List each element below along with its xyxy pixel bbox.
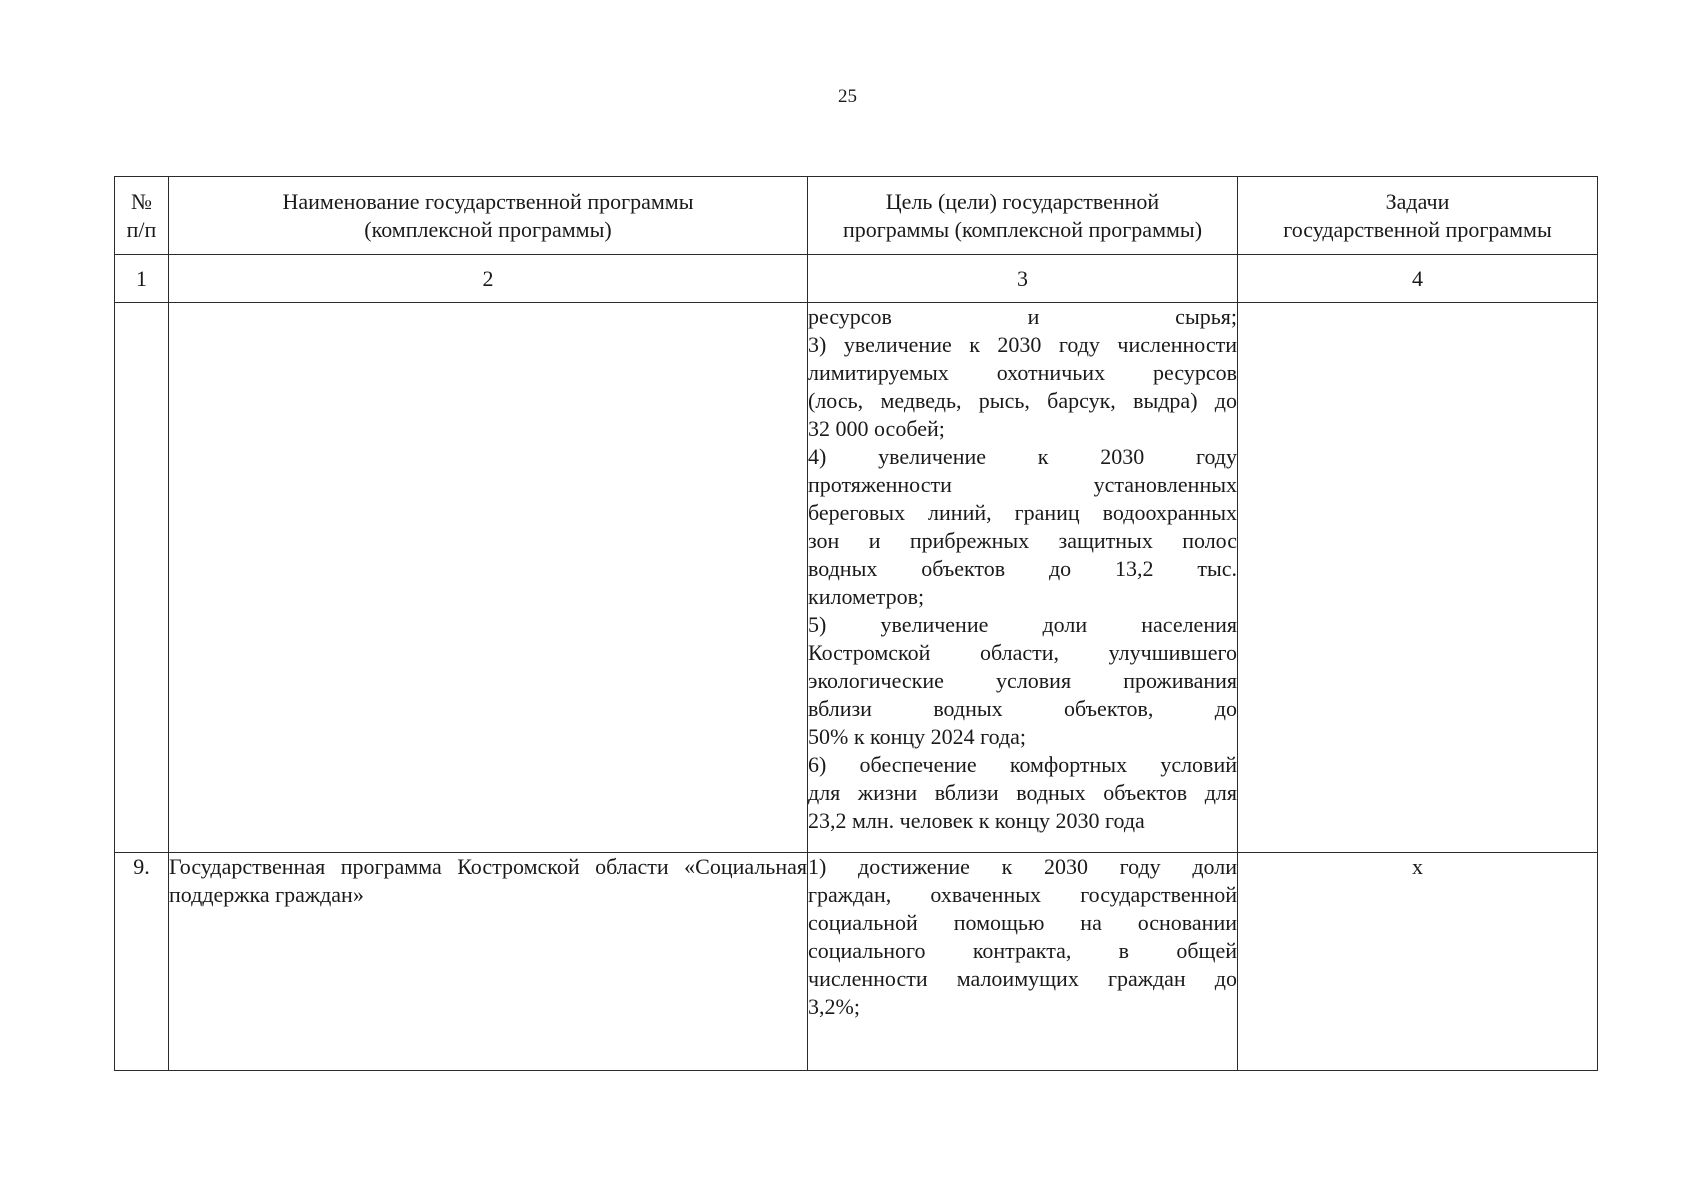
goal-line: 5) увеличение доли населения (808, 612, 1237, 637)
table-row-9 (115, 853, 1598, 1071)
header-program-name-line-1: Наименование государственной программы (282, 188, 694, 214)
goal-line: вблизи водных объектов, до (808, 696, 1237, 721)
header-program-goal (808, 177, 1238, 255)
header-program-goal-line-1: Цель (цели) государственной (885, 188, 1160, 214)
header-program-name (169, 177, 808, 255)
row-program-name: Государственная программа Костромской области «Социальная поддержка граждан» (169, 853, 808, 1071)
goal-line: 1) достижение к 2030 году доли (808, 854, 1237, 879)
row-program-name (169, 303, 808, 853)
goal-line: 3,2%; (808, 994, 860, 1019)
goal-line: экологические условия проживания (808, 668, 1237, 693)
header-program-tasks (1238, 177, 1598, 255)
programs-table (114, 176, 1598, 1071)
header-number (115, 177, 169, 255)
goal-line: (лось, медведь, рысь, барсук, выдра) до (808, 388, 1237, 413)
goal-line: граждан, охваченных государственной (808, 882, 1237, 907)
goal-line: водных объектов до 13,2 тыс. (808, 556, 1237, 581)
table-row-continued (115, 303, 1598, 853)
header-program-tasks-line-1: Задачи (1385, 188, 1450, 214)
row-program-tasks: х (1238, 853, 1598, 1071)
goal-line: береговых линий, границ водоохранных (808, 500, 1237, 525)
column-index-4: 4 (1238, 255, 1598, 303)
header-program-name-line-2: (комплексной программы) (364, 216, 612, 242)
goal-line: 32 000 особей; (808, 416, 945, 441)
goal-line: 23,2 млн. человек к концу 2030 года (808, 808, 1145, 833)
goal-line: 4) увеличение к 2030 году (808, 444, 1237, 469)
column-index-1: 1 (115, 255, 169, 303)
header-program-tasks-line-2: государственной программы (1283, 216, 1552, 242)
column-index-3: 3 (808, 255, 1238, 303)
column-index-row (115, 255, 1598, 303)
header-number-line-1: № (131, 188, 152, 214)
page-number: 25 (838, 86, 857, 107)
row-program-goal (808, 853, 1238, 1071)
row-number (115, 303, 169, 853)
row-program-tasks (1238, 303, 1598, 853)
header-number-line-2: п/п (126, 216, 157, 242)
goal-line: 6) обеспечение комфортных условий (808, 752, 1237, 777)
goal-line: Костромской области, улучшившего (808, 640, 1237, 665)
goal-line: зон и прибрежных защитных полос (808, 528, 1237, 553)
goal-line: протяженности установленных (808, 472, 1237, 497)
header-program-goal-line-2: программы (комплексной программы) (842, 216, 1203, 242)
goal-line: социальной помощью на основании (808, 910, 1237, 935)
row-program-goal (808, 303, 1238, 853)
goal-line: 50% к концу 2024 года; (808, 724, 1027, 749)
column-index-2: 2 (169, 255, 808, 303)
goal-line: ресурсов и сырья; (808, 304, 1237, 329)
goal-line: для жизни вблизи водных объектов для (808, 780, 1237, 805)
goal-line: 3) увеличение к 2030 году численности (808, 332, 1237, 357)
goal-line: социального контракта, в общей (808, 938, 1237, 963)
row-number: 9. (115, 853, 169, 1071)
goal-line: численности малоимущих граждан до (808, 966, 1237, 991)
goal-line: лимитируемых охотничьих ресурсов (808, 360, 1237, 385)
table-header-row (115, 177, 1598, 255)
goal-line: километров; (808, 584, 925, 609)
